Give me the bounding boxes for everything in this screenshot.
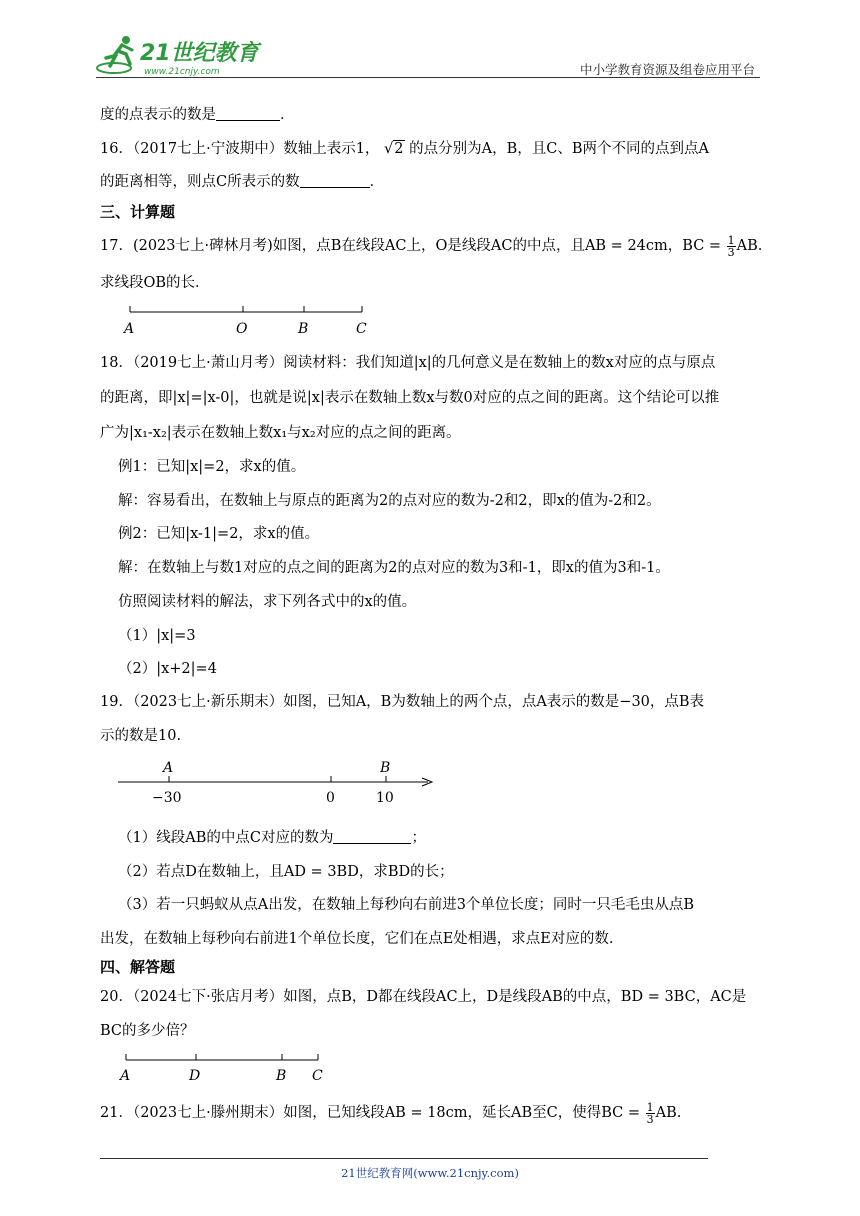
label-a: A [120,1068,131,1084]
fraction: $\frac{1}{3}$ [646,1100,654,1126]
q17-tail: AB. [736,238,763,254]
q19-number-line [110,758,450,808]
q18-solution2: 解：在数轴上与数1对应的点之间的距离为2的点对应的数为3和-1，即x的值为3和-1。 [118,560,670,576]
tick-label-10: 10 [376,790,394,806]
runner-icon [97,36,132,73]
q15-tail: 度的点表示的数是 ． [100,103,760,127]
logo-text: 21世纪教育 [140,41,259,66]
q18-part2: （2）|x+2|=4 [118,661,217,677]
q21-tail: AB. [655,1105,682,1121]
q16-line2: 的距离相等，则点C所表示的数 ． [100,170,760,194]
label-b: B [298,321,309,337]
q19-part3-line1: （3）若一只蚂蚁从点A出发，在数轴上每秒向右前进3个单位长度；同时一只毛毛虫从点B [118,897,695,913]
platform-name: 中小学教育资源及组卷应用平台 [579,62,755,77]
footer-text: 21世纪教育网(www.21cnjy.com) [341,1166,519,1180]
page-header [0,0,860,80]
q17-text: 17．(2023七上·碑林月考)如图，点B在线段AC上，O是线段AC的中点，且AB = 24cm，BC = [100,238,726,254]
fraction: $\frac{1}{3}$ [727,233,735,259]
q16-line1 [100,137,760,161]
q20-line1: 20．（2024七下·张店月考）如图，点B，D都在线段AC上，D是线段AB的中点，BD = 3BC，AC是 [100,989,747,1005]
label-c: C [312,1068,323,1084]
q18-example2: 例2：已知|x-1|=2，求x的值。 [118,526,320,542]
q19-part1: （1）线段AB的中点C对应的数为 ； [118,826,778,850]
q17-line2: 求线段OB的长． [100,275,210,291]
q18-solution1: 解：容易看出，在数轴上与原点的距离为2的点对应的数为-2和2，即x的值为-2和2。 [118,493,661,509]
logo [96,30,266,80]
answer-blank [333,827,411,844]
section-3-title: 三、计算题 [100,203,176,221]
q18-part1: （1）|x|=3 [118,628,196,644]
q17-segment-figure [110,300,390,340]
q15-text: 度的点表示的数是 [100,107,216,123]
label-a: A [163,760,174,776]
q18-line2: 的距离，即|x|=|x-0|，也就是说|x|表示在数轴上数x与数0对应的点之间的距离。这个结论可以推 [100,390,720,406]
q19-line2: 示的数是10. [100,728,182,744]
q18-line3: 广为|x₁-x₂|表示在数轴上数x₁与x₂对应的点之间的距离。 [100,425,461,441]
label-o: O [236,321,248,337]
section-4-title: 四、解答题 [100,958,176,976]
q18-example1: 例1：已知|x|=2，求x的值。 [118,459,306,475]
q19-line1: 19．（2023七上·新乐期末）如图，已知A，B为数轴上的两个点，点A表示的数是−30，点B表 [100,694,705,710]
logo-url: www.21cnjy.com [144,67,220,77]
header-divider [96,77,760,78]
q17-line1 [100,233,763,259]
q19-part2: （2）若点D在数轴上，且AD = 3BD，求BD的长； [118,864,454,880]
q18-line1: 18．（2019七上·萧山月考）阅读材料：我们知道|x|的几何意义是在数轴上的数x对应的点与原点 [100,355,716,371]
tick-label-minus30: −30 [152,790,182,806]
answer-blank [300,171,370,188]
q16-mid: 的点分别为A，B，且C、B两个不同的点到点A [409,141,709,157]
tick-label-0: 0 [326,790,335,806]
q20-line2: BC的多少倍？ [100,1023,195,1039]
q21-line1 [100,1101,760,1125]
q18-instruction: 仿照阅读材料的解法，求下列各式中的x的值。 [118,594,417,610]
label-c: C [356,321,367,337]
sqrt-2: √2 [384,141,404,157]
label-d: D [189,1068,201,1084]
q16-lead: 16．（2017七上·宁波期中）数轴上表示1， [100,141,380,157]
label-b: B [276,1068,287,1084]
q20-segment-figure [110,1050,340,1086]
answer-blank [216,104,280,121]
q16-text2: 的距离相等，则点C所表示的数 [100,174,300,190]
q19-part3-line2: 出发，在数轴上每秒向右前进1个单位长度，它们在点E处相遇，求点E对应的数. [100,931,614,947]
label-a: A [124,321,135,337]
footer-divider [100,1158,708,1159]
q21-text: 21．（2023七上·滕州期末）如图，已知线段AB = 18cm，延长AB至C，使得BC = [100,1105,645,1121]
label-b: B [380,760,391,776]
